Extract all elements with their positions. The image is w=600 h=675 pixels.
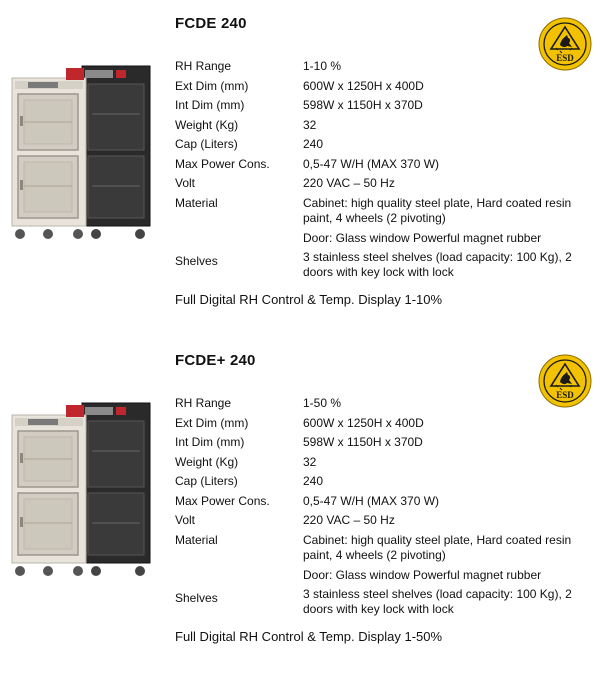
spec-value: Door: Glass window Powerful magnet rubber <box>303 230 542 245</box>
spec-value: 1-10 % <box>303 59 342 73</box>
spec-row-material <box>175 194 573 229</box>
spec-row-door <box>175 566 573 586</box>
spec-label: Volt <box>175 176 196 190</box>
spec-label: Shelves <box>175 254 218 268</box>
spec-row-rh-range <box>175 394 573 414</box>
spec-table <box>175 57 573 283</box>
spec-value: 3 stainless steel shelves (load capacity: 100 Kg), 2 doors with key lock with lock <box>303 587 572 616</box>
spec-row-ext-dim <box>175 414 573 434</box>
spec-value: 240 <box>303 474 324 488</box>
spec-label-empty <box>175 229 303 249</box>
spec-label: Ext Dim (mm) <box>175 78 249 93</box>
spec-value: 598W x 1150H x 370D <box>303 98 423 112</box>
spec-label: Int Dim (mm) <box>175 98 245 112</box>
dry-cabinet-image <box>8 64 152 242</box>
spec-row-weight <box>175 116 573 136</box>
spec-label: Cap (Liters) <box>175 137 238 151</box>
spec-value: Cabinet: high quality steel plate, Hard coated resin paint, 4 wheels (2 pivoting) <box>303 195 572 225</box>
spec-value: 220 VAC – 50 Hz <box>303 513 395 527</box>
spec-value: 32 <box>303 454 317 469</box>
spec-label: RH Range <box>175 396 232 410</box>
spec-row-ext-dim <box>175 77 573 97</box>
spec-label: Cap (Liters) <box>175 474 238 488</box>
spec-row-volt <box>175 511 573 531</box>
spec-label: Weight (Kg) <box>175 117 239 132</box>
spec-value: 598W x 1150H x 370D <box>303 435 423 449</box>
spec-row-power <box>175 155 573 175</box>
spec-label: Ext Dim (mm) <box>175 415 249 430</box>
spec-label: Max Power Cons. <box>175 493 270 508</box>
spec-value: 1-50 % <box>303 396 342 410</box>
spec-row-rh-range <box>175 57 573 77</box>
rh-control-note: Full Digital RH Control & Temp. Display 1-50% <box>175 629 443 644</box>
spec-value: 600W x 1250H x 400D <box>303 415 424 430</box>
spec-label: Material <box>175 195 218 210</box>
spec-label: Volt <box>175 513 196 527</box>
spec-row-shelves <box>175 248 573 283</box>
spec-value: 32 <box>303 117 317 132</box>
spec-table <box>175 394 573 620</box>
spec-value: Door: Glass window Powerful magnet rubber <box>303 567 542 582</box>
spec-value: 600W x 1250H x 400D <box>303 78 424 93</box>
product-title: FCDE 240 <box>175 15 247 32</box>
esd-badge-text: ESD <box>556 390 574 400</box>
spec-row-power <box>175 492 573 512</box>
esd-badge-text: ESD <box>556 53 574 63</box>
spec-row-volt <box>175 174 573 194</box>
spec-value: 220 VAC – 50 Hz <box>303 176 395 190</box>
spec-row-cap <box>175 472 573 492</box>
spec-label: Int Dim (mm) <box>175 435 245 449</box>
spec-value: 240 <box>303 137 324 151</box>
product-section-fcde-240 <box>0 0 600 330</box>
product-title: FCDE+ 240 <box>175 352 256 369</box>
spec-value: 0,5-47 W/H (MAX 370 W) <box>303 156 440 171</box>
rh-control-note: Full Digital RH Control & Temp. Display 1-10% <box>175 292 443 307</box>
spec-row-shelves <box>175 585 573 620</box>
spec-row-door <box>175 229 573 249</box>
spec-row-int-dim <box>175 96 573 116</box>
spec-label: Material <box>175 532 218 547</box>
spec-row-material <box>175 531 573 566</box>
spec-row-weight <box>175 453 573 473</box>
spec-row-int-dim <box>175 433 573 453</box>
spec-value: 0,5-47 W/H (MAX 370 W) <box>303 493 440 508</box>
spec-label: RH Range <box>175 59 232 73</box>
spec-label-empty <box>175 566 303 586</box>
spec-label: Weight (Kg) <box>175 454 239 469</box>
spec-label: Max Power Cons. <box>175 156 270 171</box>
spec-row-cap <box>175 135 573 155</box>
spec-label: Shelves <box>175 591 218 605</box>
spec-value: Cabinet: high quality steel plate, Hard coated resin paint, 4 wheels (2 pivoting) <box>303 532 572 562</box>
dry-cabinet-image <box>8 401 152 579</box>
spec-value: 3 stainless steel shelves (load capacity: 100 Kg), 2 doors with key lock with lock <box>303 250 572 279</box>
product-section-fcde-plus-240 <box>0 337 600 667</box>
